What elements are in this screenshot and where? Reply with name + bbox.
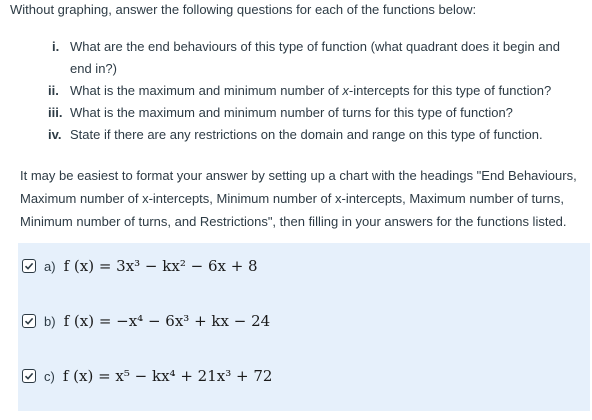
question-text: What is the maximum and minimum number of x-intercepts for this type of function? (70, 83, 552, 98)
checkmark-icon (24, 316, 34, 326)
question-text: What is the maximum and minimum number of turns for this type of function? (70, 105, 513, 120)
question-i (52, 36, 582, 80)
option-letter: a) (44, 258, 56, 274)
question-list (48, 36, 582, 146)
question-iii (48, 102, 582, 124)
checkbox[interactable] (22, 369, 36, 383)
question-iv (48, 124, 582, 146)
checkbox[interactable] (22, 314, 36, 328)
question-number: ii. (48, 83, 59, 98)
question-text: State if there are any restrictions on the domain and range on this type of function. (70, 127, 543, 142)
function-expression: f (x) = x⁵ − kx⁴ + 21x³ + 72 (62, 367, 273, 385)
question-number: i. (52, 39, 60, 54)
instructions-paragraph: It may be easiest to format your answer by setting up a chart with the headings "End Behaviours, Maximum number of x-intercepts, Minimum number of x-intercepts, Maximum number of turns, Minimum number of turns, and Restrictions", then filling in your answers for the functions listed. (20, 168, 577, 229)
function-expression: f (x) = −x⁴ − 6x³ + kx − 24 (63, 312, 271, 330)
function-expression: f (x) = 3x³ − kx² − 6x + 8 (63, 257, 258, 275)
option-letter: b) (44, 313, 56, 329)
question-number: iii. (48, 105, 63, 120)
option-c[interactable] (22, 361, 272, 391)
instructions-heading: Without graphing, answer the following questions for each of the functions below: (10, 2, 477, 17)
question-ii (48, 80, 582, 102)
checkmark-icon (24, 261, 34, 271)
checkmark-icon (24, 371, 34, 381)
option-b[interactable] (22, 306, 270, 336)
question-text: What are the end behaviours of this type of function (what quadrant does it begin and end in?) (70, 39, 560, 76)
question-number: iv. (48, 127, 62, 142)
answer-options-panel (18, 243, 590, 411)
option-a[interactable] (22, 251, 258, 281)
option-letter: c) (44, 368, 55, 384)
checkbox[interactable] (22, 259, 36, 273)
